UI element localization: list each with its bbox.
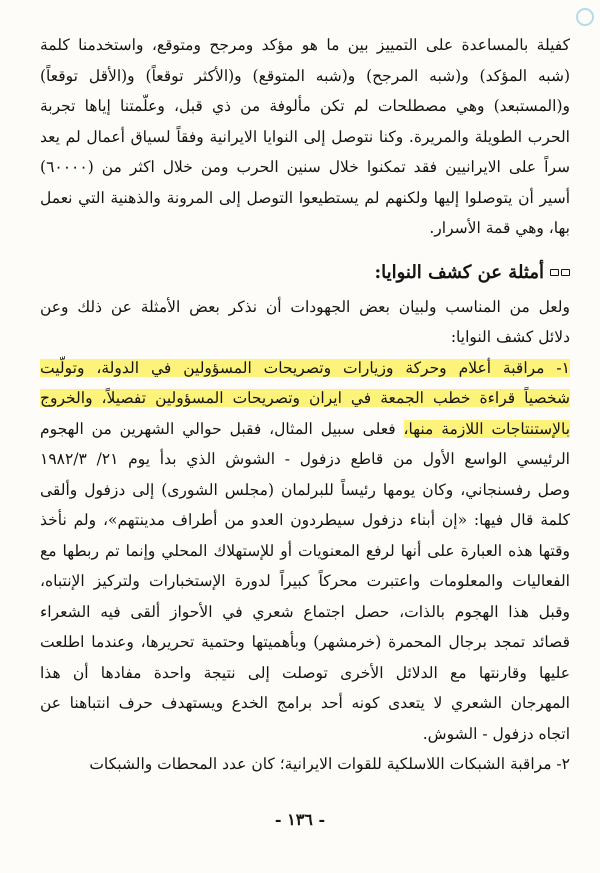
text-line-mixed (40, 414, 570, 445)
highlight: شخصياً قراءة خطب الجمعة في ايران وتصريحات المسؤولين تفصيلاً، والخروج (40, 389, 570, 407)
text-line: سراً على الايرانيين فقد تمكنوا خلال سنين الحرب ومن خلال اكثر من (٦٠٠٠٠) (40, 158, 570, 176)
document-page (40, 30, 570, 780)
text-line: و(المستبعد) وهي مصطلحات لم تكن مألوفة من ذي قبل، وعلّمتنا إياها تجربة (40, 97, 570, 115)
section-heading (40, 258, 570, 288)
text-line: عليها وقارنتها مع الدلائل الأخرى توصلت إلى نتيجة واحدة مفادها أن هذا (40, 663, 570, 682)
text-line: اتجاه دزفول - الشوش. (422, 724, 570, 743)
text-line: قصائد تمجد برجال المحمرة (خرمشهر) وبأهميتها وحتمية تحريرها، وعندما اطلعت (40, 633, 570, 651)
paragraph-example-2 (40, 749, 570, 780)
text-line: (شبه المؤكد) و(شبه المرجح) و(شبه المتوقع) و(الأكثر توقعاً) و(الأقل توقعاً) (40, 66, 570, 85)
book-bullet-icon (550, 269, 570, 276)
paragraph-examples-intro (40, 292, 570, 353)
text-line: وقبل هذا الهجوم بالذات، حصل اجتماع شعري في الأحواز ألقى فيه الشعراء (40, 602, 570, 621)
text-line: ٢- مراقبة الشبكات اللاسلكية للقوات الايرانية؛ كان عدد المحطات والشبكات (89, 755, 570, 773)
highlight: بالإستنتاجات اللازمة منها، (403, 419, 571, 438)
section-heading-text: أمثلة عن كشف النوايا: (374, 261, 544, 283)
text-line: بها، وهي قمة الأسرار. (429, 219, 570, 237)
text-line: كلمة قال فيها: «إن أبناء دزفول سيطردون العدو من أطراف مدينتهم»، ولم نأخذ (40, 511, 570, 529)
text-line: وصل رفسنجاني، وكان يومها رئيساً للبرلمان (مجلس الشورى) إلى دزفول وألقى (40, 480, 570, 499)
text-line-highlighted (40, 353, 570, 384)
text-span: فعلى سبيل المثال، فقبل حوالي الشهرين من الهجوم (40, 419, 404, 438)
text-line: وقتها هذه العبارة على أنها لرفع المعنويات أو للإستهلاك المحلي وإنما تم ربطها مع (40, 541, 570, 560)
text-line: ولعل من المناسب ولبيان بعض الجهودات أن نذكر بعض الأمثلة عن ذلك وعن (40, 297, 570, 316)
paragraph-example-1 (40, 353, 570, 750)
text-line: دلائل كشف النوايا: (450, 328, 570, 346)
text-line: أسير أن يتوصلوا إليها ولكنهم لم يستطيعوا التوصل إلى المرونة والذهنية التي نعمل (40, 188, 570, 207)
text-line: الحرب الطويلة والمريرة. وكنا نتوصل إلى النوايا الايرانية وفقاً لسياق أعمال لم يعد (40, 127, 570, 146)
text-line-highlighted (40, 383, 570, 414)
corner-logo-icon (576, 8, 594, 26)
paragraph-intro (40, 30, 570, 244)
text-line: المهرجان الشعري لا يتعدى كونه أحد برامج الخدع ويستهدف حرف انتباهنا عن (40, 694, 570, 712)
text-line: الرئيسي الواسع الأول من قاطع دزفول - الشوش الذي بدأ يوم ٢١/ ١٩٨٢/٣ (40, 450, 570, 468)
text-line: الفعاليات والمعلومات واعتبرت محركاً كبيراً لدورة الإستخبارات ولتركيز الإنتباه، (40, 572, 570, 590)
page-number: - ١٣٦ - (274, 810, 326, 829)
text-line: كفيلة بالمساعدة على التمييز بين ما هو مؤكد ومرجح ومتوقع، واستخدمنا كلمة (40, 36, 570, 54)
highlight: ١- مراقبة أعلام وحركة وزيارات وتصريحات المسؤولين في الدولة، وتولّيت (40, 358, 570, 377)
